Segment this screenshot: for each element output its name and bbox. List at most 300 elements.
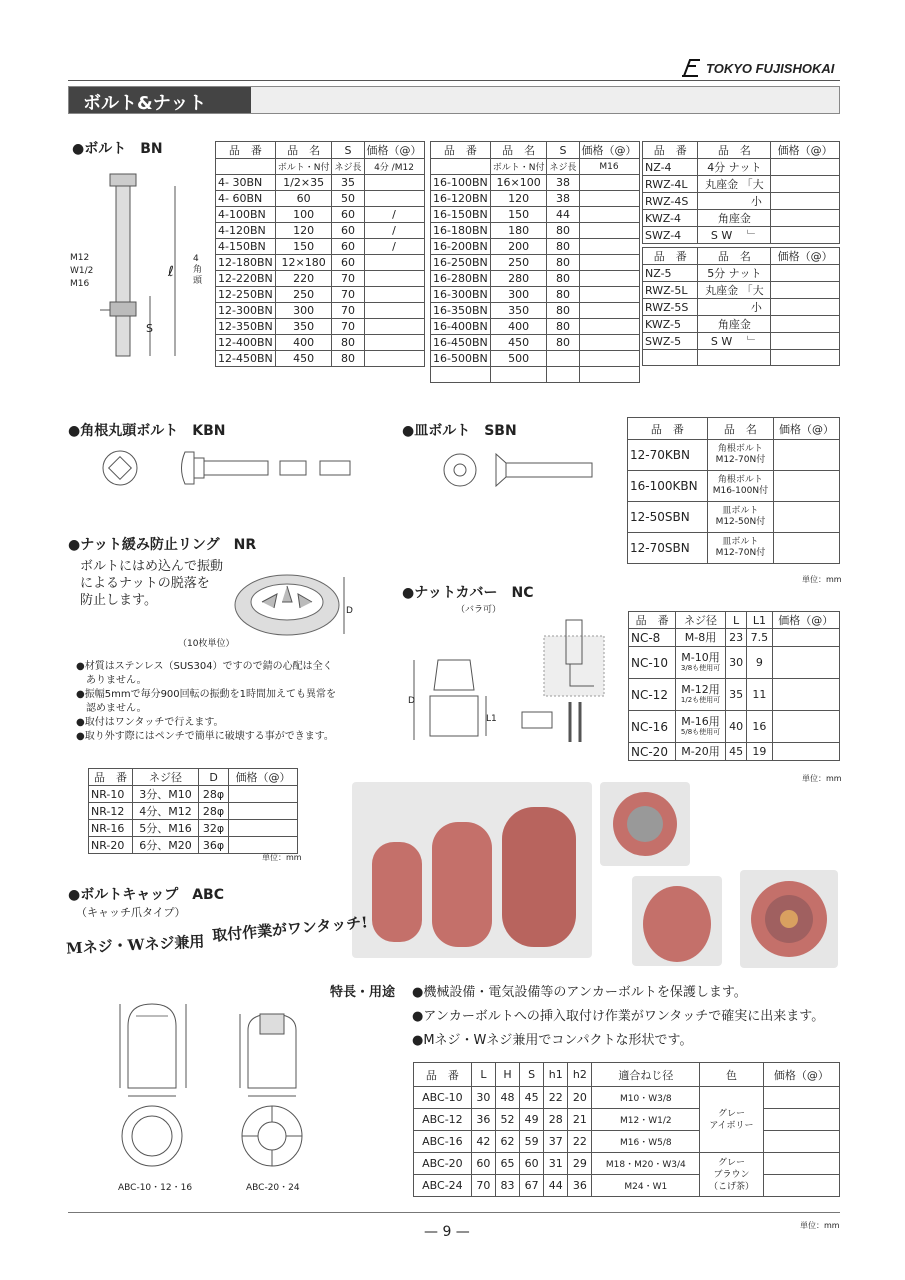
table-cell: ABC-20 [414,1153,472,1175]
nr-note: ●取付はワンタッチで行えます。 [76,717,224,728]
kbn-sbn-table: 品 番 品 名 価格（@） 12-70KBN 角根ボルト M12-70N付 16-100KBN 角根ボルト M16-100N付 12-50SBN 皿ボルト M12-50N付 12-70SBN 皿ボルト M12-70N付 [627,417,840,564]
table-cell: 3分、M10 [133,786,199,803]
table-cell: 300 [275,303,332,319]
table-cell: KWZ-5 [643,316,698,333]
table-cell: 38 [547,191,579,207]
table-cell: M-8用 [684,631,717,644]
table-cell: 59 [520,1131,544,1153]
table-cell: 70 [471,1175,495,1197]
table-cell: 角根ボルト [717,444,763,454]
bolt-bn-title: ●ボルト BN [72,141,163,157]
abc-slogan-1: Mネジ・Wネジ兼用 [65,932,205,958]
table-cell: 80 [332,335,364,351]
table-cell: 23 [725,629,746,647]
feature-item: ●Mネジ・Wネジ兼用でコンパクトな形状です。 [412,1033,693,1048]
table-cell: 16-280BN [431,271,491,287]
dim-s: S [146,322,153,335]
table-cell: NZ-5 [643,265,698,282]
table-cell: 150 [490,207,547,223]
table-cell [579,319,639,335]
table-cell: 60 [332,239,364,255]
abc-title: ●ボルトキャップ ABC [68,887,224,903]
table-row [89,820,298,837]
table-cell: KWZ-4 [643,210,698,227]
page-number: — 9 — [424,1224,470,1240]
table-cell: 12-300BN [216,303,276,319]
table-cell: 52 [495,1109,519,1131]
table-cell [774,502,840,533]
table-cell: 180 [490,223,547,239]
table-row [431,319,640,335]
table-cell: NC-10 [629,647,676,679]
table-row [643,265,840,282]
table-cell: 44 [544,1175,568,1197]
table-cell [707,533,773,564]
table-row [431,175,640,191]
table-row [643,299,840,316]
table-row [629,647,840,679]
table-cell: 4- 30BN [216,175,276,191]
table-cell [229,786,298,803]
table-cell [771,350,840,366]
table-cell: NC-20 [629,743,676,761]
table-cell: 42 [471,1131,495,1153]
side-note: 4角頭 [193,254,203,286]
table-cell: 22 [544,1087,568,1109]
table-cell: 9 [747,647,772,679]
table-cell: 1/2も使用可 [680,695,721,704]
nut-table-4: 品 番 品 名 価格（@） NZ-4 4分 ナット RWZ-4L 丸座金 「大 RWZ-4S 小 KWZ-4 角座金 SWZ-4 S W ﹂ [642,141,840,244]
table-cell: 16-500BN [431,351,491,367]
section-banner [68,86,840,114]
table-cell [364,191,424,207]
nc-table: 品 番 ネジ径 L L1 価格（@） NC-8 M-8用 23 7.5 NC-10 M-10用 3/8も使用可 30 9 NC-12 M-12用 1/2も使用可 35 11 NC-16 M-16用 5/8も使用可 40 16 NC-20 M-20用 45 19 [628,611,840,761]
table-cell [771,210,840,227]
table-cell: 16-100KBN [628,471,708,502]
table-cell: 36 [471,1109,495,1131]
table-cell: 50 [332,191,364,207]
table-cell: 35 [725,679,746,711]
table-row [216,319,425,335]
table-cell: 70 [332,303,364,319]
table-cell: M12・W1/2 [592,1109,700,1131]
table-cell: アイボリー [709,1120,754,1131]
nr-note: ありません。 [76,675,147,686]
table-row [414,1131,840,1153]
table-cell: 40 [725,711,746,743]
nr-desc-line: ボルトにはめ込んで振動 [80,559,224,574]
features-list [412,981,824,1053]
table-cell: / [364,223,424,239]
nc-sub: （バラ可） [456,605,502,615]
table-cell: 小 [698,193,771,210]
table-row [216,303,425,319]
table-cell [763,1153,839,1175]
table-cell [364,303,424,319]
table-cell [771,193,840,210]
table-cell: 67 [520,1175,544,1197]
table-cell: 60 [332,255,364,271]
table-cell: 3/8も使用可 [680,663,721,672]
table-row [643,350,840,366]
table-cell: 45 [725,743,746,761]
table-row [628,471,840,502]
table-cell: 37 [544,1131,568,1153]
sbn-diagram-icon [440,452,600,492]
table-cell: 80 [547,287,579,303]
table-cell [643,350,698,366]
table-cell [547,367,579,383]
table-cell [707,502,773,533]
table-cell: 角座金 [698,210,771,227]
table-cell: 12-180BN [216,255,276,271]
cap-photo [352,782,592,958]
nr-desc-line: 防止します。 [80,593,157,608]
table-cell [763,1087,839,1109]
table-cell: 80 [547,255,579,271]
table-cell [772,679,839,711]
table-cell: 28φ [199,803,229,820]
table-cell: 12-70SBN [628,533,708,564]
table-cell: RWZ-5S [643,299,698,316]
table-row [216,351,425,367]
table-cell: 5分、M16 [133,820,199,837]
table-cell: 皿ボルト [722,537,759,547]
table-cell [772,743,839,761]
nr-desc [80,558,223,609]
table-row [414,1087,840,1109]
table-cell [771,299,840,316]
nr-pack: （10枚単位） [178,639,235,649]
table-cell: 22 [568,1131,592,1153]
table-row [431,335,640,351]
table-cell: NR-16 [89,820,133,837]
table-cell: 70 [332,271,364,287]
nut-table-5: 品 番 品 名 価格（@） NZ-5 5分 ナット RWZ-5L 丸座金 「大 RWZ-5S 小 KWZ-5 角座金 SWZ-5 S W ﹂ [642,247,840,366]
table-cell: ABC-10 [414,1087,472,1109]
abc-sub: （キャッチ爪タイプ） [76,906,186,919]
table-cell [763,1109,839,1131]
nr-notes [76,660,336,744]
table-cell: 20 [568,1087,592,1109]
table-cell [707,471,773,502]
table-row [629,629,840,647]
table-cell: 16-200BN [431,239,491,255]
abc-slogan-2: 取付作業がワンタッチ! [211,913,369,945]
table-row [431,239,640,255]
table-cell [774,533,840,564]
table-cell: 16 [747,711,772,743]
table-cell: M12-70N付 [715,548,766,558]
table-cell: 100 [275,207,332,223]
table-cell [579,255,639,271]
table-cell: 16-100BN [431,175,491,191]
table-cell: 16-350BN [431,303,491,319]
bolt-table-2: 品 番 品 名 S 価格（@） ボルト・N付 ネジ長 M16 16-100BN 16×100 38 16-120BN 120 38 16-150BN 150 44 16-180BN 180 80 16-200BN 200 80 16-250BN 250 80 16-280BN 280 80 16-300BN 300 80 16-350BN 350 80 16-400BN 400 80 16-450BN 450 80 16-500BN 500 [430,141,640,383]
table-cell: SWZ-4 [643,227,698,244]
table-cell: 250 [490,255,547,271]
table-cell: グレー [717,1108,745,1119]
table-cell: 4-120BN [216,223,276,239]
table-cell [772,647,839,679]
table-cell: 220 [275,271,332,287]
table-row [643,210,840,227]
table-cell: 80 [547,335,579,351]
table-cell: 36 [568,1175,592,1197]
table-row [643,333,840,350]
table-row [216,191,425,207]
table-cell [364,319,424,335]
table-row [431,207,640,223]
table-cell: NR-20 [89,837,133,854]
table-cell [774,471,840,502]
table-cell: NC-16 [629,711,676,743]
nr-unit: 単位：mm [262,853,302,862]
table-row [414,1109,840,1131]
table-cell: 65 [495,1153,519,1175]
table-cell [763,1175,839,1197]
table-row [216,239,425,255]
table-cell [579,287,639,303]
table-cell: 角根ボルト [717,475,763,485]
table-cell: 12-400BN [216,335,276,351]
table-cell: 60 [332,223,364,239]
table-cell: 12-350BN [216,319,276,335]
features-title: 特長・用途 [330,985,396,1000]
table-cell: 70 [332,319,364,335]
table-cell: 120 [490,191,547,207]
nr-title: ●ナット緩み防止リング NR [68,537,257,553]
table-cell: 83 [495,1175,519,1197]
table-row [431,303,640,319]
label-m16: M16 [70,279,90,289]
table-cell: 38 [547,175,579,191]
table-cell: 5分 ナット [698,265,771,282]
sbn-title: ●皿ボルト SBN [402,423,517,439]
table-cell [771,176,840,193]
nc-dim-l1: L1 [486,714,497,724]
table-row [628,533,840,564]
table-cell: RWZ-5L [643,282,698,299]
table-cell: 350 [490,303,547,319]
brand-name: TOKYO FUJISHOKAI [706,60,835,76]
kbn-diagram-icon [100,448,370,488]
table-cell: 4分、M12 [133,803,199,820]
table-row [431,223,640,239]
table-cell: RWZ-4S [643,193,698,210]
table-cell [676,743,726,761]
table-cell: （こげ茶） [708,1181,754,1192]
table-cell: 16-180BN [431,223,491,239]
table-cell: 32φ [199,820,229,837]
table-cell: / [364,239,424,255]
table-row [216,287,425,303]
nr-ring-icon [232,572,352,642]
table-cell: NR-10 [89,786,133,803]
table-cell: 60 [520,1153,544,1175]
table-cell: M18・M20・W3/4 [592,1153,700,1175]
table-cell: M10・W3/8 [592,1087,700,1109]
table-cell: NC-8 [629,629,676,647]
table-cell: グレー [717,1157,745,1168]
table-cell [431,367,491,383]
table-cell: 450 [275,351,332,367]
nc-unit: 単位：mm [802,774,842,783]
table-cell: 80 [332,351,364,367]
bolt-thread-labels [70,252,93,291]
brand-header [680,58,834,78]
table-cell: 1/2×35 [275,175,332,191]
table-cell [364,271,424,287]
nr-dim-d: D [346,606,353,616]
table-cell [676,629,726,647]
nr-note: ●振幅5mmで毎分900回転の振動を1時間加えても異常を [76,689,337,700]
nr-table: 品 番 ネジ径 D 価格（@） NR-10 3分、M10 28φ NR-12 4分、M12 28φ NR-16 5分、M16 32φ NR-20 6分、M20 36φ [88,768,298,854]
table-row [628,502,840,533]
table-cell: M12-50N付 [715,517,766,527]
table-cell [364,287,424,303]
table-cell [579,351,639,367]
abc-unit: 単位：mm [800,1221,840,1230]
nc-title: ●ナットカバー NC [402,585,534,601]
table-cell: 7.5 [747,629,772,647]
table-cell: 4分 ナット [698,159,771,176]
table-cell: M-20用 [681,745,720,758]
table-cell: 30 [725,647,746,679]
table-cell: 80 [547,223,579,239]
table-cell: 28φ [199,786,229,803]
table-cell: 4- 60BN [216,191,276,207]
table-cell: 12-70KBN [628,440,708,471]
table-cell [579,239,639,255]
table-cell [364,335,424,351]
table-row [628,440,840,471]
table-cell: SWZ-5 [643,333,698,350]
table-row [414,1175,840,1197]
table-cell: ブラウン [713,1169,750,1180]
table-cell: 500 [490,351,547,367]
nr-desc-line: によるナットの脱落を [80,576,210,591]
table-row [643,316,840,333]
table-row [216,175,425,191]
table-cell [771,316,840,333]
table-cell [547,351,579,367]
table-cell: NZ-4 [643,159,698,176]
table-cell [579,367,639,383]
table-cell: 16-450BN [431,335,491,351]
table-cell: 12-250BN [216,287,276,303]
table-cell [229,820,298,837]
table-cell: 29 [568,1153,592,1175]
table-cell: M16・W5/8 [592,1131,700,1153]
table-cell: 12-450BN [216,351,276,367]
table-cell: 60 [332,207,364,223]
table-cell: 16-300BN [431,287,491,303]
table-cell [774,440,840,471]
table-cell [364,255,424,271]
table-cell: 16-400BN [431,319,491,335]
bolt-table-1: 品 番 品 名 S 価格（@） ボルト・N付 ネジ長 4分 /M12 4- 30BN 1/2×35 35 4- 60BN 60 50 4-100BN 100 60 / 4-120BN 120 60 / 4-150BN 150 60 / 12-180BN 12×180 60 12-220BN 220 70 12-250BN 250 70 12-300BN 300 70 12-350BN 350 70 12-400BN 400 80 12-450BN 450 80 [215,141,425,367]
nr-note: 認めません。 [76,703,147,714]
table-cell: 12×180 [275,255,332,271]
table-cell [772,711,839,743]
table-row [643,282,840,299]
table-cell: 30 [471,1087,495,1109]
color-cell [700,1087,764,1153]
table-cell: 16×100 [490,175,547,191]
color-cell [700,1153,764,1197]
table-cell [771,227,840,244]
table-cell: 48 [495,1087,519,1109]
table-row [431,351,640,367]
table-row [89,837,298,854]
table-cell: RWZ-4L [643,176,698,193]
table-cell [579,191,639,207]
table-cell: M12-70N付 [715,455,766,465]
table-cell: 300 [490,287,547,303]
nr-note: ●取り外す際にはペンチで簡単に破壊する事ができます。 [76,731,334,742]
table-cell: M-12用 [681,682,720,696]
table-cell: 小 [698,299,771,316]
table-cell: M16-100N付 [712,486,769,496]
table-row [216,335,425,351]
abc-caption-1: ABC-10・12・16 [118,1183,193,1193]
table-cell: 12-50SBN [628,502,708,533]
feature-item: ●機械設備・電気設備等のアンカーボルトを保護します。 [412,985,747,1000]
kbn-unit: 単位：mm [802,575,842,584]
table-cell [364,351,424,367]
table-cell: 80 [547,319,579,335]
nr-note: ●材質はステンレス（SUS304）ですので錆の心配は全く [76,661,333,672]
table-cell [771,282,840,299]
table-cell: S W ﹂ [698,333,771,350]
table-cell: 150 [275,239,332,255]
table-cell: 44 [547,207,579,223]
table-cell: 70 [332,287,364,303]
table-row [629,679,840,711]
table-cell [763,1131,839,1153]
table-row [431,271,640,287]
table-cell: 80 [547,303,579,319]
table-cell [707,440,773,471]
table-cell: 400 [275,335,332,351]
abc-diagram-icon [100,996,340,1176]
table-cell: 4-150BN [216,239,276,255]
table-cell: M-10用 [681,650,720,664]
table-cell: S W ﹂ [698,227,771,244]
table-cell: NR-12 [89,803,133,820]
table-cell: 200 [490,239,547,255]
table-cell: 250 [275,287,332,303]
cap-bottom-photo [740,870,838,968]
table-row [643,193,840,210]
table-cell: 角座金 [698,316,771,333]
table-cell: 12-220BN [216,271,276,287]
nc-diagram-icon [404,616,614,746]
table-row [629,711,840,743]
banner-title: ボルト&ナット [69,87,251,113]
company-logo-icon [680,58,702,78]
table-cell [771,265,840,282]
table-cell: 丸座金 「大 [698,176,771,193]
table-cell: 49 [520,1109,544,1131]
table-cell: 350 [275,319,332,335]
table-cell [490,367,547,383]
table-cell: 21 [568,1109,592,1131]
table-cell [676,711,726,743]
table-cell: 280 [490,271,547,287]
table-cell: 60 [471,1153,495,1175]
